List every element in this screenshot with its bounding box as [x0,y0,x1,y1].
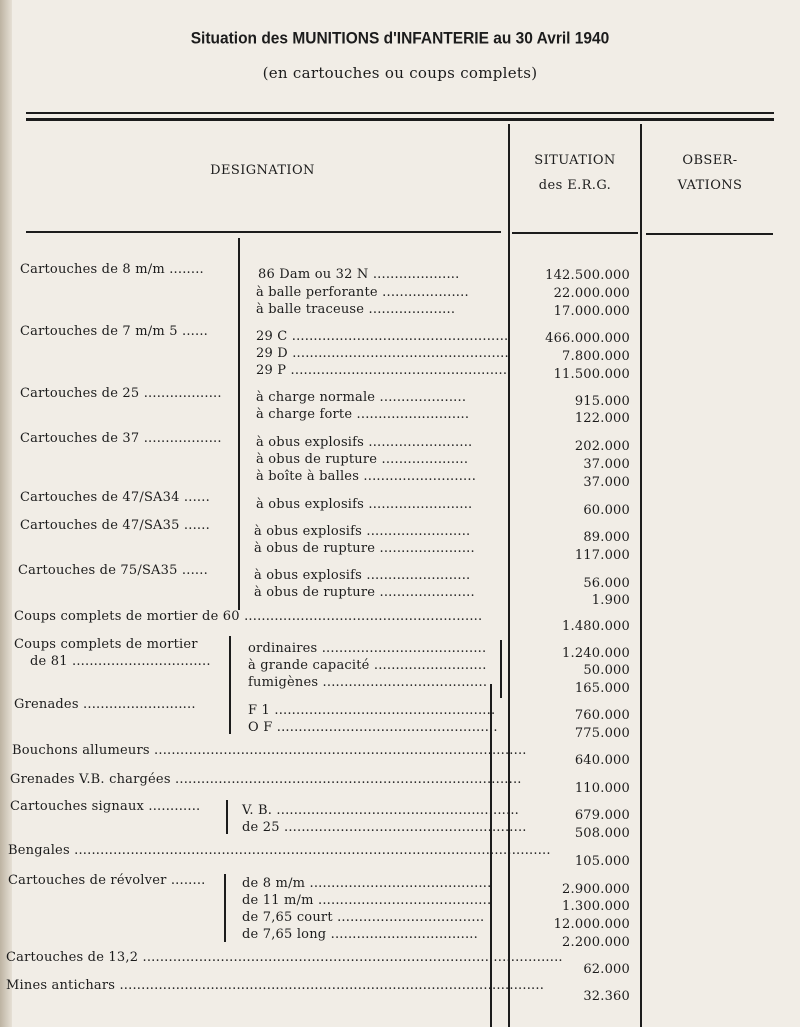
row-item-label: F 1 ................................................... [248,703,496,718]
page-title: Situation des MUNITIONS d'INFANTERIE au 30 Avril 1940 [190,29,610,48]
row-item-value: 915.000 [574,394,630,409]
row-item-value: 165.000 [574,681,630,696]
header-observations-line1: OBSER- [682,153,738,168]
row-item-label: à boîte à balles .......................... [256,469,477,484]
row-category: Cartouches de 37 .................. [20,431,222,446]
row-category: Grenades .......................... [14,697,196,712]
row-item-value: 1.300.000 [562,899,630,914]
row-item-label: à balle traceuse .................... [256,302,456,317]
row-item-value: 7.800.000 [562,349,630,364]
row-item-value: 50.000 [583,663,630,678]
row-item-value: 775.000 [574,726,630,741]
row-item-label: à charge forte .......................... [256,407,470,422]
row-item-label: de 25 ........................................................ [242,820,527,835]
row-category-line2: de 81 ................................ [30,654,211,669]
row-item-label: 29 P .................................................. [256,363,508,378]
subcolumn-divider-signaux [226,800,228,834]
row-item-label: O F ................................................... [248,720,498,735]
row-item-label: à obus explosifs ........................ [254,524,471,539]
row-category: Coups complets de mortier de 60 ....................................................... [14,609,483,624]
row-item-value: 508.000 [574,826,630,841]
row-item-value: 22.000.000 [553,286,630,301]
row-category: Bengales .............................................................................................................. [8,843,551,858]
header-observations-line2: VATIONS [677,178,743,193]
page-subtitle: (en cartouches ou coups complets) [262,64,538,82]
row-item-value: 56.000 [583,576,630,591]
row-item-value: 202.000 [574,439,630,454]
row-item-value: 2.900.000 [562,882,630,897]
row-item-value: 105.000 [574,854,630,869]
row-item-value: 37.000 [583,475,630,490]
row-item-value: 1.240.000 [562,646,630,661]
header-top-rule [26,112,774,114]
row-item-label: de 7,65 court .................................. [242,910,485,925]
row-item-value: 2.200.000 [562,935,630,950]
row-category: Coups complets de mortier [14,637,198,652]
row-item-value: 12.000.000 [553,917,630,932]
row-item-value: 117.000 [574,548,630,563]
row-item-value: 37.000 [583,457,630,472]
row-item-label: 29 D .................................................. [256,346,509,361]
row-item-label: V. B. ........................................................ [242,803,520,818]
row-item-value: 110.000 [574,781,630,796]
row-item-label: 86 Dam ou 32 N .................... [258,267,460,282]
row-item-value: 1.480.000 [562,619,630,634]
row-item-value: 122.000 [574,411,630,426]
row-item-label: à obus explosifs ........................ [256,435,473,450]
row-category: Cartouches de 47/SA34 ...... [20,490,210,505]
row-category: Cartouches de 75/SA35 ...... [18,563,208,578]
row-item-label: à grande capacité .......................... [248,658,487,673]
row-item-value: 89.000 [583,530,630,545]
row-item-value: 11.500.000 [553,367,630,382]
header-bottom-rule-situation [512,232,638,234]
row-item-value: 32.360 [583,989,630,1004]
subcolumn-divider-mortar [229,636,231,734]
header-situation-line2: des E.R.G. [538,178,612,193]
row-item-label: 29 C .................................................. [256,329,509,344]
subcolumn-divider-revolver [224,874,226,942]
row-item-label: ordinaires ...................................... [248,641,487,656]
row-item-label: à obus explosifs ........................ [256,497,473,512]
row-category: Cartouches de 13,2 ................................................................................................. [6,950,563,965]
header-bottom-rule-designation [26,231,501,233]
row-item-value: 17.000.000 [553,304,630,319]
header-top-rule-second [26,118,774,121]
row-item-label: de 11 m/m ........................................ [242,893,492,908]
row-item-value: 466.000.000 [545,331,630,346]
row-item-label: à obus de rupture ...................... [254,585,475,600]
row-category: Cartouches de révolver ........ [8,873,206,888]
bracket-line-a [500,640,502,698]
row-item-value: 640.000 [574,753,630,768]
row-item-value: 60.000 [583,503,630,518]
row-item-value: 142.500.000 [545,268,630,283]
row-category: Cartouches de 8 m/m ........ [20,262,204,277]
row-item-value: 679.000 [574,808,630,823]
row-item-label: de 8 m/m .......................................... [242,876,492,891]
row-category: Cartouches de 7 m/m 5 ...... [20,324,208,339]
row-category: Bouchons allumeurs ...................................................................................... [12,743,527,758]
header-designation: DESIGNATION [210,163,315,178]
row-item-value: 62.000 [583,962,630,977]
row-item-value: 1.900 [591,593,630,608]
row-item-label: à obus explosifs ........................ [254,568,471,583]
row-item-label: à obus de rupture .................... [256,452,469,467]
row-category: Cartouches signaux ............ [10,799,201,814]
column-divider-observations [640,124,642,1027]
row-item-label: à obus de rupture ...................... [254,541,475,556]
row-item-label: à charge normale .................... [256,390,467,405]
header-situation-line1: SITUATION [534,153,616,168]
header-bottom-rule-observations [646,233,773,235]
row-item-label: de 7,65 long .................................. [242,927,478,942]
row-category: Grenades V.B. chargées ................................................................................ [10,772,522,787]
subcolumn-divider-upper [238,238,240,610]
row-item-value: 760.000 [574,708,630,723]
row-item-label: fumigènes ...................................... [248,675,488,690]
row-category: Cartouches de 25 .................. [20,386,222,401]
column-divider-situation [508,124,510,1027]
row-item-label: à balle perforante .................... [256,285,469,300]
row-category: Mines antichars .................................................................................................. [6,978,545,993]
row-category: Cartouches de 47/SA35 ...... [20,518,210,533]
